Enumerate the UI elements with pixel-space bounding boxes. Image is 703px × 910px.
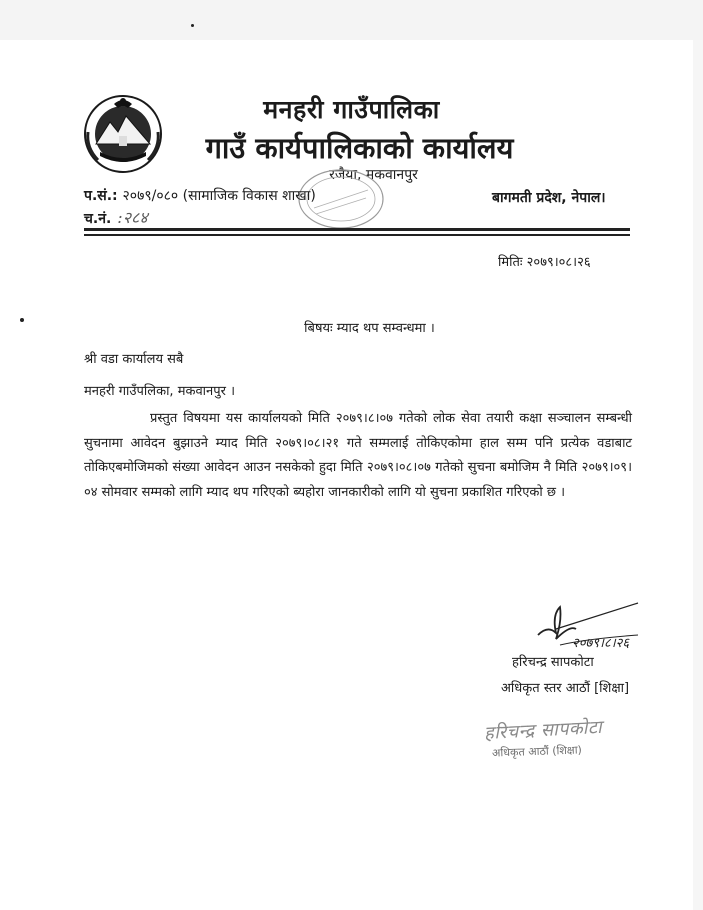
- scan-top-margin: [0, 0, 703, 40]
- office-name: गाउँ कार्यपालिकाको कार्यालय: [205, 131, 514, 165]
- dispatch-number: [84, 206, 148, 228]
- letter-date: मितिः २०७९।०८।२६: [498, 255, 591, 270]
- dispatch-value: :२८४: [117, 208, 148, 227]
- recipient-line-2: मनहरी गाउँपलिका, मकवानपुर ।: [84, 384, 236, 399]
- recipient-line-1: श्री वडा कार्यालय सबै: [84, 352, 184, 367]
- signature-date: २०७९।८।२६: [572, 636, 630, 651]
- signatory-title: अधिकृत स्तर आठौं [शिक्षा]: [501, 681, 630, 696]
- signatory-name: हरिचन्द्र सापकोटा: [512, 655, 594, 670]
- reference-label: प.सं.:: [84, 188, 118, 204]
- scan-speck: [191, 24, 194, 27]
- header-rule-thick: [84, 228, 630, 231]
- letter-subject: बिषयः म्याद थप सम्वन्धमा ।: [304, 321, 435, 336]
- dispatch-label: च.नं.: [84, 211, 112, 227]
- municipality-name: मनहरी गाउँपालिका: [263, 95, 440, 124]
- stamp-title: अधिकृत आठौं (शिक्षा): [491, 743, 583, 760]
- stamp-name: हरिचन्द्र सापकोटा: [483, 716, 603, 745]
- handwritten-signature: [526, 595, 644, 653]
- letter-body: प्रस्तुत विषयमा यस कार्यालयको मिति २०७९।८।०७ गतेको लोक सेवा तयारी कक्षा सञ्चालन सम्बन्धी सुचनामा आवेदन बुझाउने म्याद मिति २०७९।०८।२१ गते सम्मलाई तोकिएकोमा हाल सम्म पनि प्रत्येक वडाबाट तोकिएबमोजिमको संख्या आवेदन आउन नसकेको हुदा मिति २०७९।०८।०७ गतेको सुचना बमोजिम नै मिति २०७९।०९।०४ सोमवार सम्मको लागि म्याद थप गरिएको ब्यहोरा जानकारीको लागि यो सुचना प्रकाशित गरिएको छ ।: [84, 411, 632, 500]
- office-address: रजैया, मकवानपुर: [329, 167, 418, 183]
- reference-value: २०७९/०८० (सामाजिक विकास शाखा): [122, 188, 316, 204]
- reference-number: [84, 186, 316, 205]
- province-address: बागमती प्रदेश, नेपाल।: [492, 190, 606, 206]
- header-rule-thin: [84, 234, 630, 236]
